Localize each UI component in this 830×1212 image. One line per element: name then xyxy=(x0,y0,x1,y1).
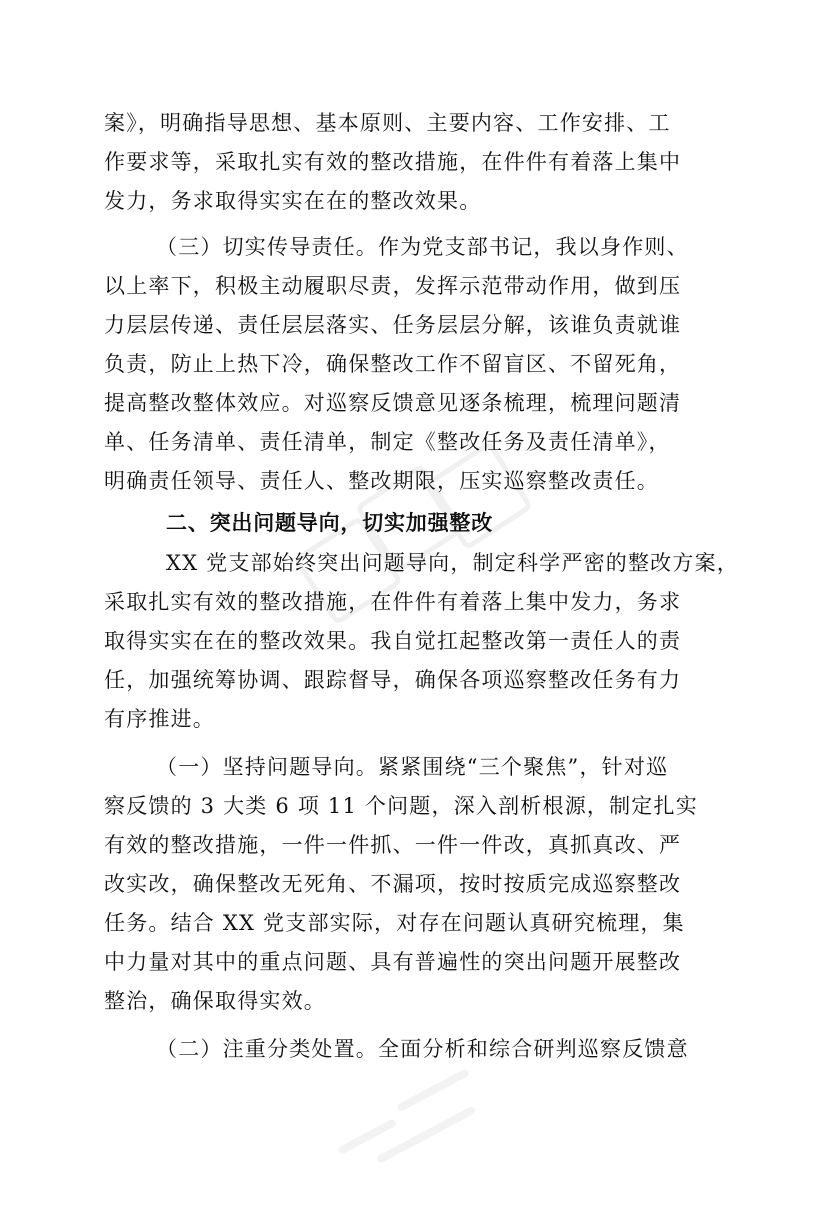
watermark-stripe xyxy=(376,1105,477,1164)
body-line: （一）坚持问题导向。紧紧围绕“三个聚焦”，针对巡 xyxy=(156,755,669,779)
body-line: 整治，确保取得实效。 xyxy=(104,989,326,1013)
paragraph-gap xyxy=(104,1021,714,1030)
body-line: 明确责任领导、责任人、整改期限，压实巡察整改责任。 xyxy=(104,469,659,493)
body-line: （三）切实传导责任。作为党支部书记，我以身作则、 xyxy=(156,235,689,259)
body-line: 改实改，确保整改无死角、不漏项，按时按质完成巡察整改 xyxy=(104,872,682,896)
paragraph-gap xyxy=(104,739,714,748)
body-line: 任务。结合 XX 党支部实际，对存在问题认真研究梳理，集 xyxy=(104,911,685,935)
body-line: XX 党支部始终突出问题导向，制定科学严密的整改方案， xyxy=(166,551,739,575)
body-line: 采取扎实有效的整改措施，在件件有着落上集中发力，务求 xyxy=(104,590,682,614)
body-line: 作要求等，采取扎实有效的整改措施，在件件有着落上集中 xyxy=(104,150,682,174)
body-line: 力层层传递、责任层层落实、任务层层分解，该谁负责就谁 xyxy=(104,313,682,337)
body-line: 取得实实在在的整改效果。我自觉扛起整改第一责任人的责 xyxy=(104,629,682,653)
body-line: 案》，明确指导思想、基本原则、主要内容、工作安排、工 xyxy=(104,111,671,135)
body-line: 负责，防止上热下冷，确保整改工作不留盲区、不留死角， xyxy=(104,352,682,376)
section-heading: 二、突出问题导向，切实加强整改 xyxy=(166,511,493,535)
paragraph-gap xyxy=(104,221,714,228)
body-line: 有序推进。 xyxy=(104,707,215,731)
document-body xyxy=(104,104,739,1069)
watermark-stripe xyxy=(396,1068,470,1113)
body-line: 发力，务求取得实实在在的整改效果。 xyxy=(104,189,482,213)
body-line: 单、任务清单、责任清单，制定《整改任务及责任清单》， xyxy=(104,430,671,454)
body-line: 以上率下，积极主动履职尽责，发挥示范带动作用，做到压 xyxy=(104,274,682,298)
watermark-stripe xyxy=(337,1118,397,1155)
body-line: 提高整改整体效应。对巡察反馈意见逐条梳理，梳理问题清 xyxy=(104,391,682,415)
body-line: 任，加强统筹协调、跟踪督导，确保各项巡察整改任务有力 xyxy=(104,668,682,692)
body-line: （二）注重分类处置。全面分析和综合研判巡察反馈意 xyxy=(156,1037,689,1061)
body-line: 中力量对其中的重点问题、具有普遍性的突出问题开展整改 xyxy=(104,950,682,974)
body-line: 有效的整改措施，一件一件抓、一件一件改，真抓真改、严 xyxy=(104,833,682,857)
body-line: 察反馈的 3 大类 6 项 11 个问题，深入剖析根源，制定扎实 xyxy=(104,794,698,818)
